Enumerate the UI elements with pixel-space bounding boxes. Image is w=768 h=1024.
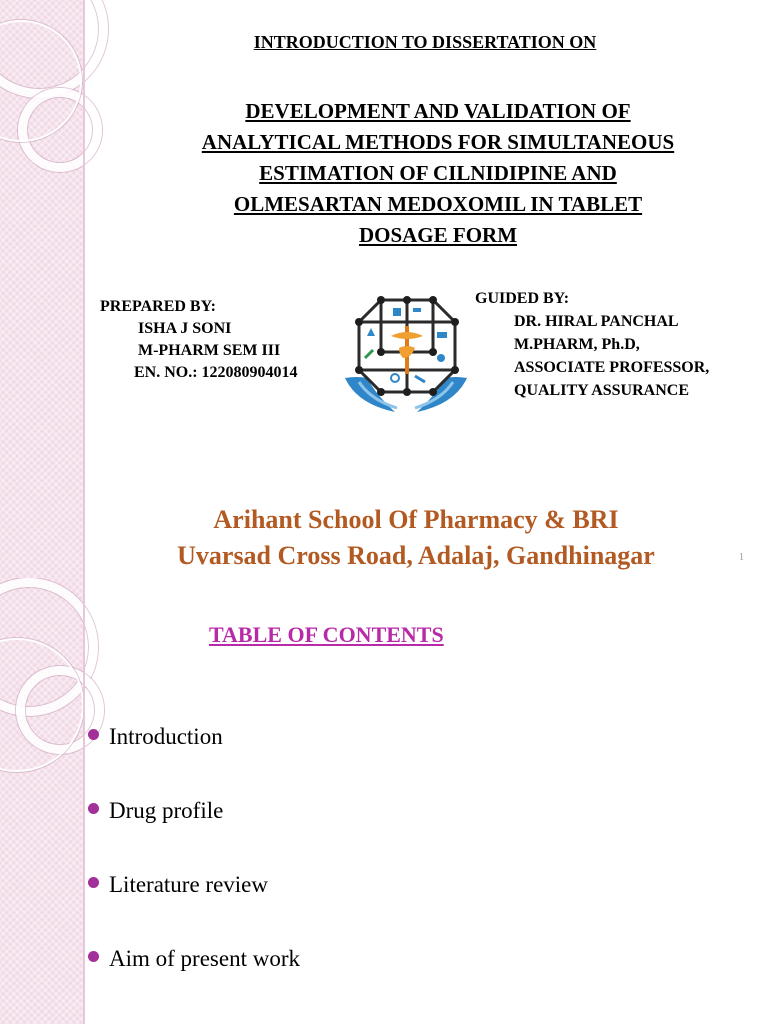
- toc-title: TABLE OF CONTENTS: [209, 622, 444, 647]
- guide-designation: ASSOCIATE PROFESSOR,: [514, 359, 710, 376]
- title-line: OLMESARTAN MEDOXOMIL IN TABLET: [233, 192, 643, 216]
- list-item: [86, 944, 300, 1018]
- pharmacy-college-logo: [337, 292, 475, 416]
- toc-item-label: Literature review: [109, 872, 268, 897]
- toc-item-label: Drug profile: [109, 798, 224, 823]
- prepared-by-block: [100, 296, 298, 384]
- student-name: ISHA J SONI: [138, 320, 232, 337]
- prepared-by-label: PREPARED BY:: [100, 298, 217, 315]
- list-item: [86, 870, 300, 944]
- title-line: DOSAGE FORM: [358, 223, 518, 247]
- side-divider: [83, 578, 85, 1024]
- enrollment-number: EN. NO.: 122080904014: [134, 364, 298, 381]
- guide-degree: M.PHARM, Ph.D,: [514, 336, 640, 353]
- bullet-icon: [88, 951, 99, 962]
- student-course: M-PHARM SEM III: [138, 342, 281, 359]
- title-line: ANALYTICAL METHODS FOR SIMULTANEOUS: [201, 130, 675, 154]
- bullet-icon: [88, 803, 99, 814]
- school-name: Arihant School Of Pharmacy & BRI: [213, 505, 619, 534]
- title-line: DEVELOPMENT AND VALIDATION OF: [245, 99, 631, 123]
- school-address: Uvarsad Cross Road, Adalaj, Gandhinagar: [177, 541, 655, 570]
- decorative-side-band: [0, 578, 84, 1024]
- school-name-block: [80, 502, 752, 574]
- dissertation-title: [120, 96, 756, 251]
- guide-name: DR. HIRAL PANCHAL: [514, 313, 679, 330]
- intro-title: INTRODUCTION TO DISSERTATION ON: [253, 32, 597, 52]
- list-item: [86, 722, 300, 796]
- page-number: 1: [739, 552, 744, 563]
- bullet-icon: [88, 729, 99, 740]
- guided-by-block: [475, 287, 709, 402]
- guided-by-label: GUIDED BY:: [475, 290, 570, 307]
- side-divider: [83, 0, 85, 578]
- toc-item-label: Aim of present work: [109, 946, 300, 971]
- decorative-side-band: [0, 0, 84, 578]
- bullet-icon: [88, 877, 99, 888]
- toc-list: [86, 722, 300, 1018]
- slide-2: [0, 578, 768, 1024]
- list-item: [86, 796, 300, 870]
- title-line: ESTIMATION OF CILNIDIPINE AND: [259, 161, 617, 185]
- guide-department: QUALITY ASSURANCE: [514, 382, 689, 399]
- toc-item-label: Introduction: [109, 724, 223, 749]
